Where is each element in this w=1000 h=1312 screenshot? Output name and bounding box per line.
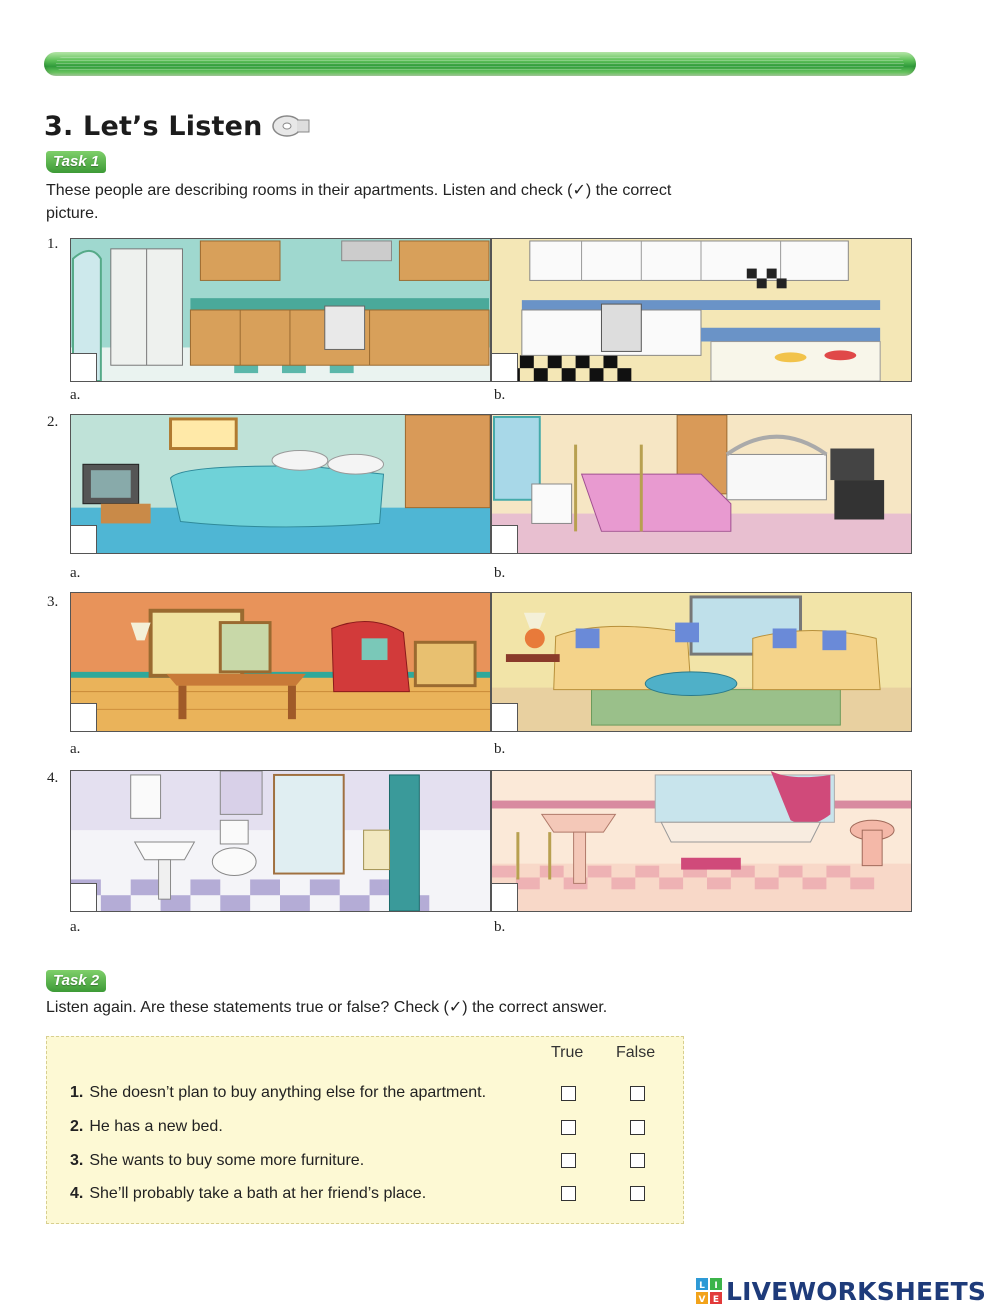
false-checkbox-2[interactable] bbox=[630, 1120, 645, 1135]
svg-text:I: I bbox=[714, 1281, 718, 1291]
picture-4a-bathroom bbox=[70, 770, 491, 912]
task1-instruction: These people are describing rooms in their apartments. Listen and check (✓) the correct picture. bbox=[46, 182, 672, 222]
picture-2a-bedroom bbox=[70, 414, 491, 554]
picture-3a-living-room bbox=[70, 592, 491, 732]
option-4b-label: b. bbox=[494, 919, 506, 935]
header-bar bbox=[44, 52, 916, 76]
option-4a-label: a. bbox=[70, 919, 81, 935]
task2-badge: Task 2 bbox=[46, 970, 106, 992]
statement-3: 3. She wants to buy some more furniture. bbox=[70, 1152, 365, 1169]
svg-text:V: V bbox=[698, 1295, 706, 1304]
true-checkbox-1[interactable] bbox=[561, 1086, 576, 1101]
statement-4: 4. She’ll probably take a bath at her friend’s place. bbox=[70, 1185, 427, 1202]
option-3b-label: b. bbox=[494, 741, 506, 757]
svg-text:L: L bbox=[699, 1281, 705, 1291]
check-4a[interactable] bbox=[71, 883, 97, 911]
picture-2b-bedroom bbox=[491, 414, 912, 554]
task1-badge: Task 1 bbox=[46, 151, 106, 173]
picture-3b-living-room bbox=[491, 592, 912, 732]
column-true: True bbox=[551, 1044, 584, 1061]
statement-1: 1. She doesn’t plan to buy anything else for the apartment. bbox=[70, 1084, 487, 1101]
row-number-4: 4. bbox=[47, 770, 59, 786]
option-1a-label: a. bbox=[70, 387, 81, 403]
svg-text:E: E bbox=[712, 1295, 720, 1304]
check-1b[interactable] bbox=[492, 353, 518, 381]
check-2a[interactable] bbox=[71, 525, 97, 553]
liveworksheets-logo-icon bbox=[696, 1278, 722, 1304]
picture-1a-kitchen bbox=[70, 238, 491, 382]
false-checkbox-3[interactable] bbox=[630, 1153, 645, 1168]
true-checkbox-2[interactable] bbox=[561, 1120, 576, 1135]
section-heading bbox=[44, 106, 311, 146]
section-title: 3. Let’s Listen bbox=[44, 110, 263, 142]
option-1b-label: b. bbox=[494, 387, 506, 403]
true-checkbox-4[interactable] bbox=[561, 1186, 576, 1201]
false-checkbox-4[interactable] bbox=[630, 1186, 645, 1201]
check-3a[interactable] bbox=[71, 703, 97, 731]
check-4b[interactable] bbox=[492, 883, 518, 911]
option-2a-label: a. bbox=[70, 565, 81, 581]
picture-1b-kitchen bbox=[491, 238, 912, 382]
check-1a[interactable] bbox=[71, 353, 97, 381]
option-3a-label: a. bbox=[70, 741, 81, 757]
check-3b[interactable] bbox=[492, 703, 518, 731]
liveworksheets-brand bbox=[696, 1276, 986, 1306]
row-number-3: 3. bbox=[47, 594, 59, 610]
picture-4b-bathroom bbox=[491, 770, 912, 912]
brand-text: LIVEWORKSHEETS bbox=[726, 1276, 987, 1306]
row-number-2: 2. bbox=[47, 414, 59, 430]
true-checkbox-3[interactable] bbox=[561, 1153, 576, 1168]
column-false: False bbox=[616, 1044, 656, 1061]
option-2b-label: b. bbox=[494, 565, 506, 581]
statement-2: 2. He has a new bed. bbox=[70, 1118, 223, 1135]
row-number-1: 1. bbox=[47, 236, 59, 252]
cd-icon[interactable] bbox=[271, 114, 311, 138]
false-checkbox-1[interactable] bbox=[630, 1086, 645, 1101]
check-2b[interactable] bbox=[492, 525, 518, 553]
task2-instruction: Listen again. Are these statements true or false? Check (✓) the correct answer. bbox=[46, 999, 608, 1016]
